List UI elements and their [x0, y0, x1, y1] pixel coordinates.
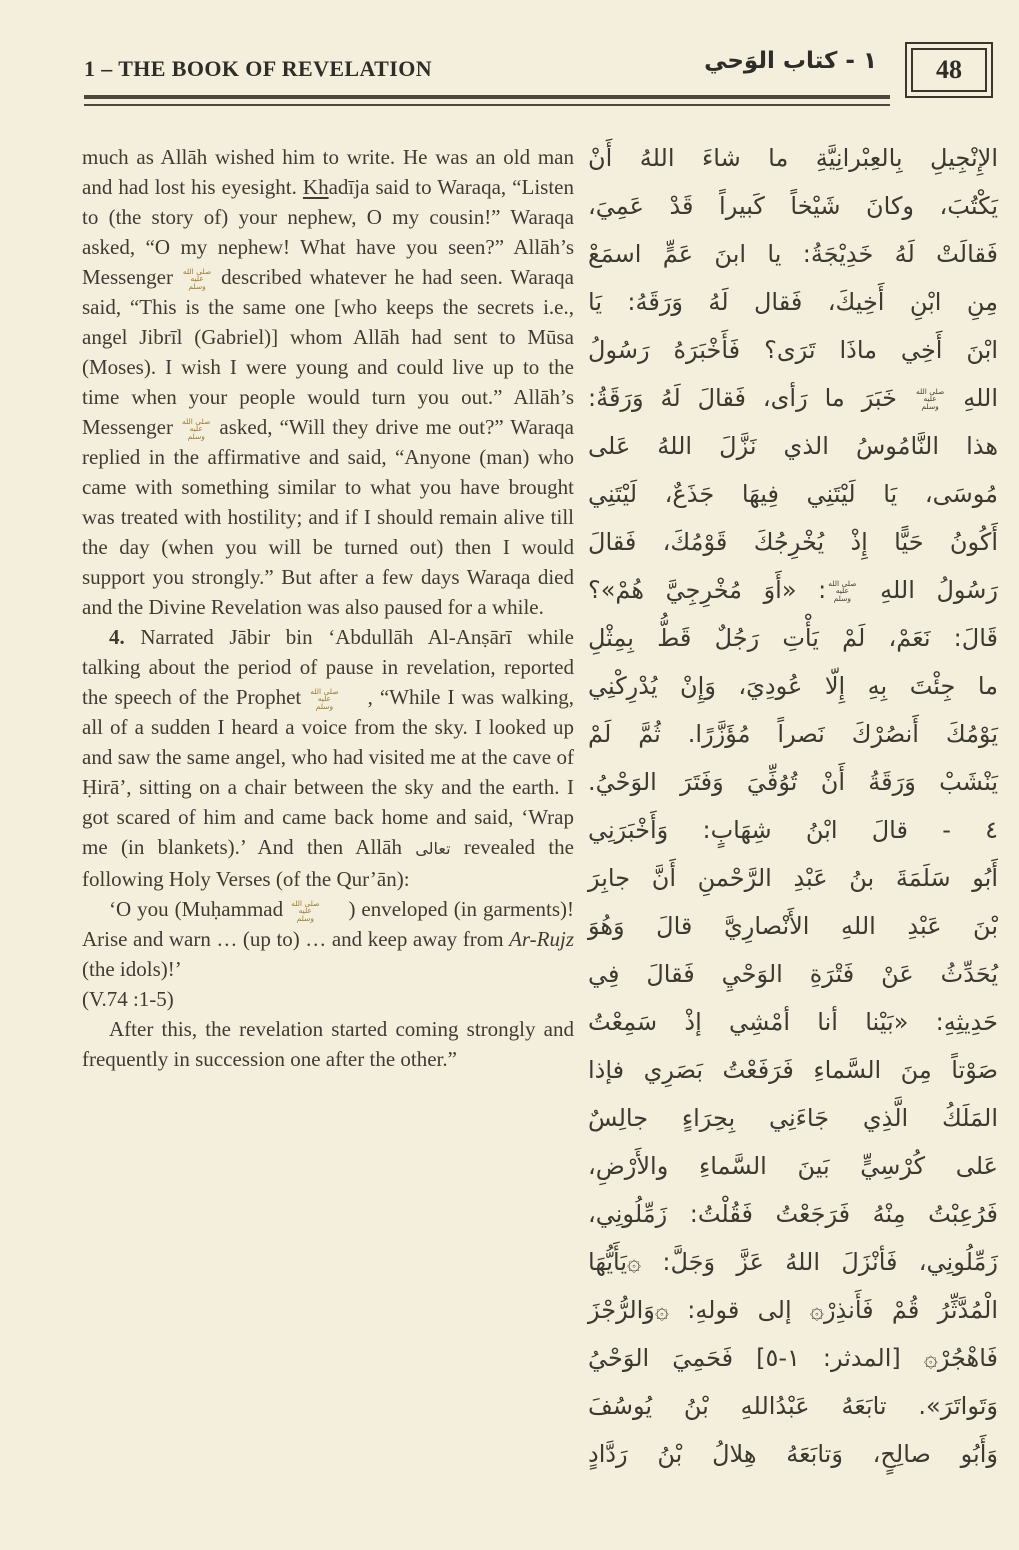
- text-run: أَكُونُ حَيًّا إِذْ يُخْرِجُكَ قَوْمُكَ، فَقالَ: [588, 528, 998, 556]
- text-run: ما جِئْتَ بِهِ إِلّا عُودِيَ، وَإِنْ يُدْرِكْنِي: [588, 672, 998, 700]
- text-run: عَلى كُرْسِيٍّ بَينَ السَّماءِ والأَرْضِ،: [588, 1152, 998, 1180]
- text-run: المَلَكُ الَّذِي جَاءَنِي بِحِرَاءٍ جالِسٌ: [588, 1104, 998, 1132]
- text-run: فَاهْجُرْ۞ [المدثر: ١-٥] فَحَمِيَ الوَحْيُ: [588, 1344, 998, 1372]
- prophet-honorific-seal: صلى الله عليه وسلم: [310, 686, 339, 712]
- text-run: يَوْمُكَ أَنصُرْكَ نَصراً مُؤَزَّرًا. ثُمَّ لَمْ: [588, 720, 998, 748]
- text-run: much as Allāh wished him to write. He was an old man and had lost his eyesight.: [82, 145, 574, 199]
- arabic-line: [588, 758, 998, 806]
- text-run: وَتَواتَرَ». تابَعَهُ عَبْدُاللهِ بْنُ يُوسُفَ: [588, 1392, 998, 1420]
- text-run: رَسُولُ اللهِ: [858, 576, 998, 604]
- header-rule-thin: [84, 104, 890, 106]
- arabic-line: [588, 422, 998, 470]
- text-run: Ar-Rujz: [509, 927, 574, 951]
- arabic-line: [588, 614, 998, 662]
- page-number: 48: [911, 48, 987, 92]
- text-run: فَرُعِبْتُ مِنْهُ فَرَجَعْتُ فَقُلْتُ: زَمِّلُونِي،: [588, 1200, 998, 1228]
- arabic-line: [588, 566, 998, 614]
- arabic-line: [588, 278, 998, 326]
- arabic-line: [588, 950, 998, 998]
- text-run: revealed the following Holy Verses (of the Qur’ān):: [82, 835, 574, 891]
- english-paragraph: [82, 142, 574, 622]
- text-run: ) enveloped (in garments)! Arise and warn … (up to) … and keep away from: [82, 897, 574, 951]
- arabic-line: [588, 470, 998, 518]
- text-run: بْنَ عَبْدِ اللهِ الأَنْصارِيَّ قالَ وَهُوَ: [588, 912, 998, 940]
- text-run: : «أَوَ مُخْرِجِيَّ هُمْ»؟: [588, 576, 827, 604]
- arabic-line: [588, 1046, 998, 1094]
- arabic-line: [588, 998, 998, 1046]
- text-run: Narrated Jābir bin ‘Abdullāh Al-Anṣārī while talking about the period of pause in revelation, reported the speech of the Prophet: [82, 625, 574, 709]
- text-run: ٤ - قالَ ابْنُ شِهَابٍ: وَأَخْبَرَنِي: [588, 816, 998, 844]
- text-run: (the idols)!’: [82, 957, 182, 981]
- prophet-honorific-seal: صلى الله عليه وسلم: [915, 386, 945, 411]
- arabic-line: [588, 902, 998, 950]
- text-run: Kh: [302, 175, 329, 199]
- chapter-title-english: 1 – THE BOOK OF REVELATION: [84, 56, 432, 81]
- prophet-honorific-seal: صلى الله عليه وسلم: [182, 266, 212, 292]
- arabic-line: [588, 1430, 998, 1478]
- inline-arabic-word: تعالى: [415, 839, 451, 858]
- arabic-text-column: [588, 134, 998, 1478]
- arabic-line: [588, 710, 998, 758]
- text-run: described whatever he had seen. Waraqa said, “This is the same one [who keeps the secrets i.e., angel Jibrīl (Gabriel)] whom Allāh had sent to Mūsa (Moses). I wish I were young and could live up to the time when your people would turn you out.” Allāh’s Messenger: [82, 265, 574, 439]
- text-run: يَكْتُبَ، وكانَ شَيْخاً كَبيراً قَدْ عَمِيَ،: [588, 192, 998, 220]
- text-run: الْمُدَّثِّرُ قُمْ فَأَنذِرْ۞ إلى قولهِ: ۞وَالرُّجْزَ: [588, 1296, 998, 1324]
- chapter-title-arabic: ١ - كتاب الوَحي: [704, 48, 877, 74]
- text-run: اللهِ: [946, 384, 999, 412]
- arabic-line: [588, 1094, 998, 1142]
- text-run: asked, “Will they drive me out?” Waraqa replied in the affirmative and said, “Anyone (man) who came with something similar to what you have brought was treated with hostility; and if I should remain alive till the day (when you will be turned out) then I would support you strongly.” But after a few days Waraqa died and the Divine Revelation was also paused for a while.: [82, 415, 574, 619]
- arabic-line: [588, 854, 998, 902]
- text-run: قَالَ: نَعَمْ، لَمْ يَأْتِ رَجُلٌ قَطُّ بِمِثْلِ: [588, 624, 998, 652]
- text-run: (V.74 :1-5): [82, 987, 174, 1011]
- text-run: 4.: [109, 625, 125, 649]
- text-run: زَمِّلُونِي، فَأنْزَلَ اللهُ عَزَّ وَجَلَّ: ۞يَأَيُّهَا: [588, 1248, 998, 1276]
- arabic-line: [588, 1286, 998, 1334]
- english-paragraph: [82, 622, 574, 894]
- text-run: مِنِ ابْنِ أَخِيكَ، فَقال لَهُ وَرَقَهُ: يَا: [588, 288, 998, 316]
- text-run: , “While I was walking, all of a sudden I heard a voice from the sky. I looked up and saw the same angel, who had visited me at the cave of Ḥirā’, sitting on a chair between the sky and the earth. I got scared of him and came back home and said, ‘Wrap me (in blankets).’ And then Allāh: [82, 685, 574, 859]
- arabic-line: [588, 230, 998, 278]
- text-run: After this, the revelation started coming strongly and frequently in succession one after the other.”: [82, 1017, 574, 1071]
- arabic-line: [588, 1334, 998, 1382]
- text-run: فَقالَتْ لَهُ خَدِيْجَةُ: يا ابنَ عَمٍّ اسمَعْ: [588, 240, 998, 268]
- arabic-line: [588, 374, 998, 422]
- text-run: أَبُو سَلَمَةَ بنُ عَبْدِ الرَّحْمنِ أَنَّ جابِرَ: [588, 864, 998, 892]
- arabic-line: [588, 1382, 998, 1430]
- text-run: يَنْشَبْ وَرَقَةُ أَنْ تُوُفِّيَ وَفَتَرَ الوَحْيُ.: [588, 768, 998, 796]
- text-run: خَبَرَ ما رَأى، فَقالَ لَهُ وَرَقَةُ:: [588, 384, 914, 412]
- arabic-line: [588, 1238, 998, 1286]
- text-run: حَدِيثِهِ: «بَيْنا أنا أمْشِي إذْ سَمِعْتُ: [588, 1008, 998, 1036]
- arabic-line: [588, 518, 998, 566]
- text-run: ‘O you (Muḥammad: [109, 897, 290, 921]
- arabic-line: [588, 134, 998, 182]
- text-run: مُوسَى، يَا لَيْتَنِي فِيهَا جَذَعٌ، لَيْتَنِي: [588, 480, 998, 508]
- text-run: adīja said to Waraqa, “Listen to (the story of) your nephew, O my cousin!” Waraqa asked, “O my nephew! What have you seen?” Allāh’s Messenger: [82, 175, 574, 289]
- arabic-line: [588, 1190, 998, 1238]
- english-text-column: [82, 142, 574, 1074]
- page-number-box: [905, 42, 993, 98]
- prophet-honorific-seal: صلى الله عليه وسلم: [828, 578, 857, 603]
- arabic-line: [588, 326, 998, 374]
- text-run: الإِنْجِيلِ بِالعِبْرانِيَّةِ ما شاءَ اللهُ أَنْ: [588, 144, 998, 172]
- text-run: صَوْتاً مِنَ السَّماءِ فَرَفَعْتُ بَصَرِي فإذا: [588, 1056, 998, 1084]
- header-rule-thick: [84, 95, 890, 99]
- prophet-honorific-seal: صلى الله عليه وسلم: [182, 416, 211, 442]
- arabic-line: [588, 806, 998, 854]
- arabic-line: [588, 662, 998, 710]
- english-paragraph: [82, 894, 574, 1014]
- arabic-line: [588, 182, 998, 230]
- text-run: وَأَبُو صالِحٍ، وَتابَعَهُ هِلالُ بْنُ رَدَّادٍ: [588, 1440, 998, 1468]
- text-run: ابْنَ أَخِي ماذَا تَرَى؟ فَأَخْبَرَهُ رَسُولُ: [588, 336, 998, 364]
- prophet-honorific-seal: صلى الله عليه وسلم: [291, 898, 320, 924]
- text-run: يُحَدِّثُ عَنْ فَتْرَةِ الوَحْيِ فَقالَ فِي: [588, 960, 998, 988]
- arabic-line: [588, 1142, 998, 1190]
- english-paragraph: [82, 1014, 574, 1074]
- text-run: هذا النَّامُوسُ الذي نَزَّلَ اللهُ عَلى: [588, 432, 998, 460]
